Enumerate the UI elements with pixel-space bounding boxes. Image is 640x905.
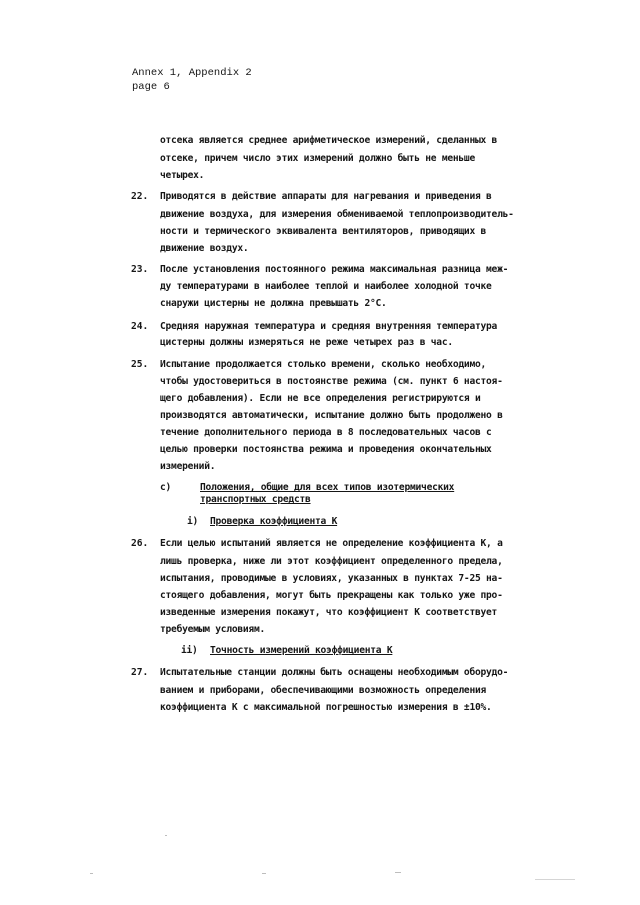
annex-reference: Annex 1, Appendix 2 (132, 67, 252, 79)
p22-line-4: движение воздух. (160, 243, 249, 254)
p25-line-3: щего добавления). Если не все определения регистрируются и (160, 393, 481, 404)
scan-speck (395, 872, 401, 873)
p23-line-2: ду температурами в наиболее теплой и наиболее холодной точке (160, 281, 492, 292)
scan-speck (535, 879, 575, 880)
p23-line-3: снаружи цистерны не должна превышать 2°C. (160, 298, 387, 309)
paragraph-number-25: 25. (131, 359, 149, 370)
p26-line-2: лишь проверка, ниже ли этот коэффициент определенного предела, (160, 556, 503, 567)
section-i-label: i) (187, 516, 199, 527)
p25-line-7: измерений. (160, 461, 216, 472)
p26-line-6: требуемым условиям. (160, 624, 265, 635)
paragraph-number-26: 26. (131, 538, 149, 549)
section-ii-heading: Точность измерений коэффициента К (210, 645, 393, 656)
paragraph-number-23: 23. (131, 264, 149, 275)
p26-line-1: Если целью испытаний является не определение коэффициента К, а (160, 538, 503, 549)
p27-line-2: ванием и приборами, обеспечивающими возможность определения (160, 685, 487, 696)
section-c-label: c) (160, 482, 172, 493)
page-header (132, 66, 252, 94)
p24-line-1: Средняя наружная температура и средняя внутренняя температура (160, 321, 498, 332)
p27-line-1: Испытательные станции должны быть оснащены необходимым оборудо- (160, 667, 509, 678)
p27-line-3: коэффициента К с максимальной погрешностью измерения в ±10%. (160, 702, 492, 713)
intro-line-2: отсеке, причем число этих измерений должно быть не меньше (160, 153, 475, 164)
section-c-heading-line-1: Положения, общие для всех типов изотермических (200, 482, 455, 493)
p25-line-2: чтобы удостовериться в постоянстве режима (см. пункт 6 настоя- (160, 376, 503, 387)
p25-line-6: целью проверки постоянства режима и проведения окончательных (160, 444, 492, 455)
section-c-heading-line-2: транспортных средств (200, 494, 311, 505)
scan-speck (90, 873, 93, 874)
p25-line-5: течение дополнительного периода в 8 последовательных часов с (160, 427, 492, 438)
p24-line-2: цистерны должны измеряться не реже четырех раз в час. (160, 337, 453, 348)
section-ii-label: ii) (181, 645, 198, 656)
p25-line-4: производятся автоматически, испытание должно быть продолжено в (160, 410, 503, 421)
section-i-heading: Проверка коэффициента К (210, 516, 338, 527)
intro-line-3: четырех. (160, 170, 205, 181)
scan-speck (262, 873, 266, 874)
p25-line-1: Испытание продолжается столько времени, сколько необходимо, (160, 359, 487, 370)
p26-line-3: испытания, проводимые в условиях, указанных в пунктах 7-25 на- (160, 573, 503, 584)
paragraph-number-27: 27. (131, 667, 149, 678)
page-number: page 6 (132, 81, 170, 93)
p26-line-5: изведенные измерения покажут, что коэффициент К соответствует (160, 607, 498, 618)
paragraph-number-24: 24. (131, 321, 149, 332)
p26-line-4: стоящего добавления, могут быть прекращены как только уже про- (160, 590, 503, 601)
p22-line-3: ности и термического эквивалента вентиляторов, приводящих в (160, 226, 487, 237)
p22-line-1: Приводятся в действие аппараты для нагревания и приведения в (160, 191, 492, 202)
intro-line-1: отсека является среднее арифметическое измерений, сделанных в (160, 135, 498, 146)
p22-line-2: движение воздуха, для измерения обмениваемой теплопроизводитель- (160, 209, 514, 220)
p23-line-1: После установления постоянного режима максимальная разница меж- (160, 264, 509, 275)
paragraph-number-22: 22. (131, 191, 149, 202)
scan-speck (165, 835, 167, 836)
